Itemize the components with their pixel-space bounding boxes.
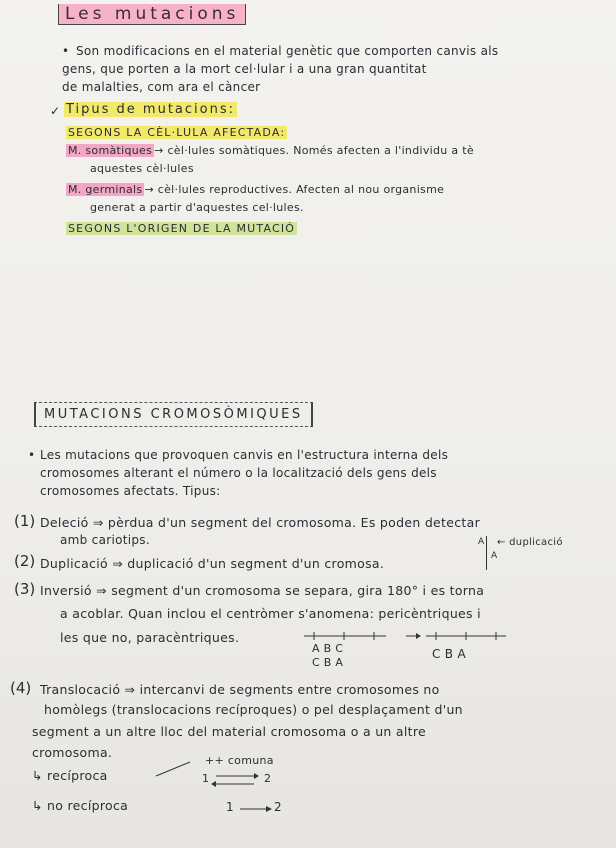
item-text: amb cariotips. [60,533,150,547]
chromosome-line [486,536,487,570]
item-number: (2) [14,552,36,570]
item-text: a acoblar. Quan inclou el centròmer s'anomena: pericèntriques i [60,606,481,621]
diagram-label: 1 [226,800,234,814]
by-cell-heading: SEGONS LA CÈL·LULA AFECTADA: [68,126,286,139]
diagram-label: 1 [202,772,210,785]
item-text: segment a un altre lloc del material cromosoma o a un altre [32,724,427,739]
diagram-label: A B C [312,642,344,655]
bullet-dot: • [28,448,36,462]
germinal-cont: generat a partir d'aquestes cel·lules. [90,201,304,214]
item-text: Translocació ⇒ intercanvi de segments entre cromosomes no [40,682,440,697]
diagram-label: C B A [312,656,344,669]
item-text: cromosoma. [32,745,113,760]
arrow-icon [238,802,278,816]
item-text: les que no, paracèntriques. [60,630,240,645]
section-intro: Les mutacions que provoquen canvis en l'estructura interna dels [40,448,449,462]
diagram-label: A [491,551,498,561]
item-text: Duplicació ⇒ duplicació d'un segment d'un cromosa. [40,556,385,571]
item-text: Inversió ⇒ segment d'un cromosoma se separa, gira 180° i es torna [40,583,485,598]
diagram-label: A [478,537,485,547]
diagram-note: ← duplicació [497,537,563,548]
check-icon: ✓ [50,104,61,118]
nonreciprocal-label: ↳ no recíproca [32,798,129,813]
diagram-label: 2 [274,800,282,814]
section-intro: cromosomes afectats. Tipus: [40,484,221,498]
diagram-note: ++ comuna [205,754,274,767]
section-heading: MUTACIONS CROMOSÒMIQUES [34,402,313,427]
item-number: (1) [14,512,36,530]
reciprocal-label: ↳ recíproca [32,768,108,783]
diagram-label: C B A [432,647,466,661]
germinal-row: M. germinals → cèl·lules reproductives. Afecten al nou organisme [68,183,445,196]
item-text: homòlegs (translocacions recíproques) o pel desplaçament d'un [44,702,463,717]
page-title: Les mutacions [58,4,246,25]
somatic-row: M. somàtiques → cèl·lules somàtiques. Només afecten a l'individu a tè [68,144,474,157]
intro-line: de malalties, com ara el càncer [62,80,261,94]
bullet-dot: • [62,44,70,58]
types-heading: Tipus de mutacions: [66,102,236,117]
by-origin-heading: SEGONS L'ORIGEN DE LA MUTACIÓ [68,222,296,235]
item-text: Deleció ⇒ pèrdua d'un segment del cromosoma. Es poden detectar [40,515,481,530]
intro-line: Son modificacions en el material genètic que comporten canvis als [76,44,499,58]
diagram-label: 2 [264,772,272,785]
item-number: (4) [10,679,32,697]
somatic-cont: aquestes cèl·lules [90,162,194,175]
section-intro: cromosomes alterant el número o la localització dels gens dels [40,466,437,480]
intro-line: gens, que porten a la mort cel·lular i a una gran quantitat [62,62,427,76]
item-number: (3) [14,580,36,598]
